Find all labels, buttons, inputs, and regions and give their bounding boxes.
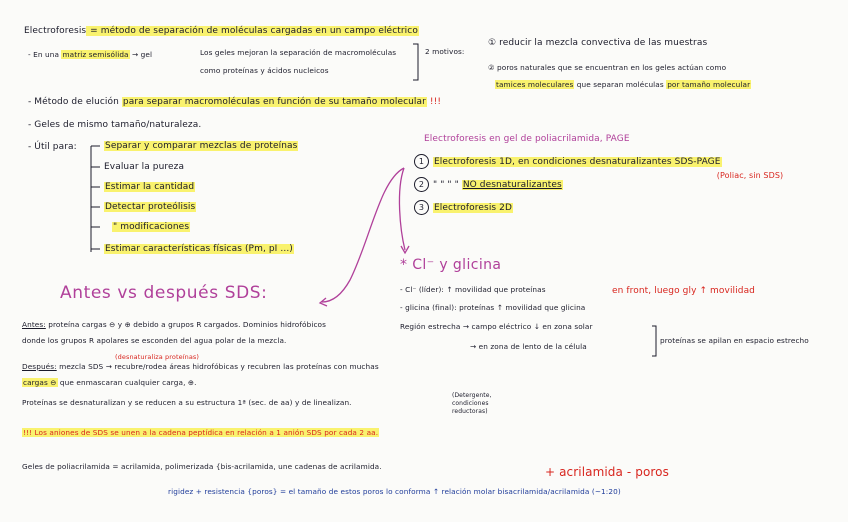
method-highlight: para separar macromoléculas en función de su tamaño molecular (122, 97, 426, 107)
use-item-1-text: Separar y comparar mezclas de proteínas (105, 141, 298, 151)
sds-after-2-highlight: cargas ⊖ (23, 378, 57, 387)
use-item-3-text: Estimar la cantidad (105, 182, 195, 192)
sds-warning-text: !!! Los aniones de SDS se unen a la cadena peptídica en relación a 1 anión SDS por cada 2 aa. (23, 428, 379, 437)
uses-label: - Útil para: (28, 142, 77, 152)
use-item-1 (104, 141, 298, 151)
sds-after-2-text: que enmascaran cualquier carga, ⊕. (57, 378, 197, 387)
page-item-2-side: (Poliac, sin SDS) (716, 171, 784, 180)
cl-line-3-label: Región estrecha (400, 322, 461, 331)
use-item-4-text: Detectar proteólisis (105, 202, 196, 212)
matrix-arrow: → gel (129, 50, 153, 59)
matrix-line2: como proteínas y ácidos nucleicos (200, 66, 329, 75)
use-item-5 (112, 222, 190, 232)
sds-before (22, 320, 326, 330)
number-3-icon: 3 (414, 200, 429, 215)
motive-1: ① reducir la mezcla convectiva de las muestras (488, 38, 708, 48)
use-item-5-text: " modificaciones (113, 222, 190, 232)
sds-before-label: Antes: (22, 320, 46, 329)
use-item-6 (104, 244, 294, 254)
number-2-icon: 2 (414, 177, 429, 192)
page-item-2 (414, 177, 563, 192)
page-item-3-text: Electroforesis 2D (434, 203, 513, 213)
page-item-3 (414, 200, 513, 215)
motive-2-highlight2: por tamaño molecular (667, 80, 751, 89)
sds-denature: Proteínas se desnaturalizan y se reducen a su estructura 1ª (sec. de aa) y de linealizan. (22, 398, 352, 407)
definition-text: = método de separación de moléculas cargadas en un campo eléctrico (87, 26, 418, 36)
page-item-2-no: NO desnaturalizantes (462, 180, 562, 190)
motive-2-post: que separan moléculas (574, 80, 667, 89)
motive-2-highlight: tamices moleculares (496, 80, 574, 89)
cl-line-2: - glicina (final): proteínas ↑ movilidad que glicina (400, 303, 586, 312)
matrix-line1: Los geles mejoran la separación de macromoléculas (200, 48, 397, 57)
matrix-highlight: matriz semisólida (62, 50, 129, 59)
motives-label: 2 motivos: (425, 47, 465, 56)
method-mark: !!! (429, 97, 442, 107)
cl-side-2: proteínas se apilan en espacio estrecho (660, 336, 809, 345)
gel-note: + acrilamida - poros (545, 465, 669, 479)
number-1-icon: 1 (414, 154, 429, 169)
use-item-4 (104, 202, 196, 212)
page-item-1 (414, 154, 722, 169)
cl-line-4: → en zona de lento de la célula (470, 342, 587, 351)
use-item-2: Evaluar la pureza (104, 162, 185, 172)
sds-title: Antes vs después SDS: (60, 283, 268, 303)
sds-before-2: donde los grupos R apolares se esconden del agua polar de la mezcla. (22, 336, 287, 345)
motive-2-cont (495, 80, 751, 90)
gel-line: Geles de poliacrilamida = acrilamida, polimerizada {bis-acrilamida, une cadenas de acrilamida. (22, 462, 382, 471)
gel-bottom: rigidez + resistencia {poros} = el tamaño de estos poros lo conforma ↑ relación molar bisacrilamida/acrilamida (~1:20) (168, 487, 621, 496)
matrix-line (28, 50, 152, 60)
cl-title: * Cl⁻ y glicina (400, 257, 502, 273)
cl-line-1: - Cl⁻ (líder): ↑ movilidad que proteínas (400, 285, 546, 294)
sds-warning (22, 428, 379, 438)
motive-2: ② poros naturales que se encuentran en los geles actúan como (488, 63, 727, 72)
sds-after-label: Después: (22, 362, 57, 371)
use-item-3 (104, 182, 195, 192)
sds-after-note: (desnaturaliza proteínas) (115, 353, 200, 361)
cl-line-3 (400, 322, 593, 332)
same-size-line: - Geles de mismo tamaño/naturaleza. (28, 120, 202, 130)
sds-after-text: mezcla SDS → recubre/rodea áreas hidrofóbicas y recubren las proteínas con muchas (56, 362, 379, 371)
sds-after-2 (22, 378, 197, 388)
cl-side-note: en front, luego gly ↑ movilidad (612, 286, 755, 296)
method-prefix: - Método de elución (28, 97, 122, 107)
use-item-6-text: Estimar características físicas (Pm, pI ...) (105, 244, 293, 254)
sds-denature-side: (Detergente, condiciones reductoras) (452, 392, 492, 415)
matrix-prefix: - En una (28, 50, 62, 59)
cl-line-3-text: → campo eléctrico ↓ en zona solar (462, 322, 593, 331)
method-line (28, 97, 441, 107)
sds-after (22, 362, 379, 372)
definition-line (24, 26, 419, 36)
page-title: Electroforesis en gel de poliacrilamida, PAGE (424, 134, 630, 144)
sds-before-text: proteína cargas ⊖ y ⊕ debido a grupos R cargados. Dominios hidrofóbicos (45, 320, 327, 329)
definition-term: Electroforesis (24, 26, 87, 36)
page-item-2-dots: " " " " (433, 180, 459, 190)
page-item-1-text: Electroforesis 1D, en condiciones desnaturalizantes SDS-PAGE (434, 157, 721, 167)
